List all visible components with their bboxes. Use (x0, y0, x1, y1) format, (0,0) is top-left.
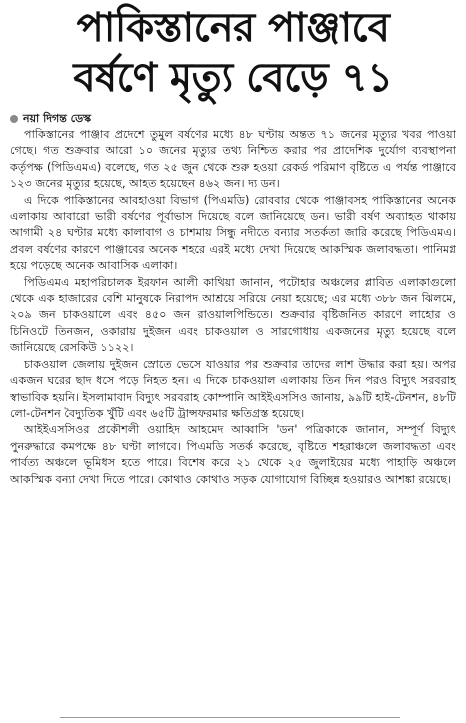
paragraph: এ দিকে পাকিস্তানের আবহাওয়া বিভাগ (পিএমডি) রোববার থেকে পাঞ্জাবসহ পাকিস্তানের অনেক এলাকায় আবারো ভারী বর্ষণের পূর্বাভাস দিয়েছে বলে জানিয়েছে ডন। ভারী বর্ষণ অব্যাহত থাকায় আগামী ২৪ ঘণ্টার মধ্যে কালাবাগ ও চাশমায় সিন্ধু নদীতে বন্যার সতর্কতা জারি করেছে পিডিএমএ। প্রবল বর্ষণের কারণে পাঞ্জাবের অনেক শহরে এরই মধ্যে দেখা দিয়েছে আকস্মিক জলাবদ্ধতা। পানিমগ্ন হয়ে পড়েছে অনেক আবাসিক এলাকা। (10, 193, 456, 273)
bullet-icon (10, 115, 18, 123)
paragraph: চাকওয়াল জেলায় দুইজন স্রোতে ভেসে যাওয়ার পর শুক্রবার তাদের লাশ উদ্ধার করা হয়। অপর একজন ঘরের ছাদ ধসে পড়ে নিহত হন। এ দিকে চাকওয়াল এলাকায় তিন দিন পরও বিদ্যুৎ সরবরাহ স্বাভাবিক হয়নি। ইসলামাবাদ বিদ্যুৎ সরবরাহ কোম্পানি আইইএসসিও জানায়, ৯৯টি হাই-টেনশন, ৪৮টি লো-টেনশন বৈদ্যুতিক খুঁটি এবং ৬৫টি ট্রান্সফরমার ক্ষতিগ্রস্ত হয়েছে। (10, 357, 456, 420)
headline-line-2: বর্ষণে মৃত্যু বেড়ে ৭১ (73, 55, 393, 101)
bottom-divider (60, 717, 400, 721)
byline-text: নয়া দিগন্ত ডেস্ক (23, 112, 92, 125)
article-body (10, 127, 456, 488)
headline-line-1: পাকিস্তানের পাঞ্জাবে (76, 5, 390, 51)
byline (10, 112, 91, 126)
paragraph: পাকিস্তানের পাঞ্জাব প্রদেশে তুমুল বর্ষণের মধ্যে ৪৮ ঘণ্টায় অন্তত ৭১ জনের মৃত্যুর খবর পাওয়া গেছে। গত শুক্রবার আরো ১০ জনের মৃত্যুর তথ্য নিশ্চিত করার পর প্রাদেশিক দুর্যোগ ব্যবস্থাপনা কর্তৃপক্ষ (পিডিএমএ) বলেছে, গত ২৫ জুন থেকে শুরু হওয়া রেকর্ড পরিমাণ বৃষ্টিতে এ পর্যন্ত পাঞ্জাবে ১২৩ জনের মৃত্যুর হয়েছে, আহত হয়েছেন ৪৬২ জন। দ্য ডন। (10, 128, 456, 191)
paragraph: পিডিএমএ মহাপরিচালক ইরফান আলী কাথিয়া জানান, পটোহার অঞ্চলের প্লাবিত এলাকাগুলো থেকে এক হাজারের বেশি মানুষকে নিরাপদ আশ্রয়ে সরিয়ে নেয়া হয়েছে; এর মধ্যে ৩৮৮ জন ঝিলমে, ২০৯ জন চাকওয়ালে এবং ৪৫০ জন রাওয়ালপিন্ডিতে। শুক্রবার বৃষ্টিজনিত কারণে লাহোর ও চিনিওটে তিনজন, ওকারায় দুইজন এবং চাকওয়াল ও সারগোধায় একজনের মৃত্যু হয়েছে বলে জানিয়েছে রেসকিউ ১১২২। (10, 275, 456, 355)
paragraph: আইইএসসিওর প্রকৌশলী ওয়াহিদ আহমেদ আব্বাসি 'ডন' পত্রিকাকে জানান, সম্পূর্ণ বিদ্যুৎ পুনরুদ্ধারে কমপক্ষে ৪৮ ঘণ্টা লাগবে। পিএমডি সতর্ক করেছে, বৃষ্টিতে শহরাঞ্চলে জলাবদ্ধতা এবং পার্বত্য অঞ্চলে ভূমিধস হতে পারে। বিশেষ করে ২১ থেকে ২৫ জুলাইয়ের মধ্যে পাহাড়ি অঞ্চলে আকস্মিক বন্যা দেখা দিতে পারে। কোথাও কোথাও সড়ক যোগাযোগ বিচ্ছিন্ন হওয়ারও আশঙ্কা রয়েছে। (10, 423, 456, 486)
